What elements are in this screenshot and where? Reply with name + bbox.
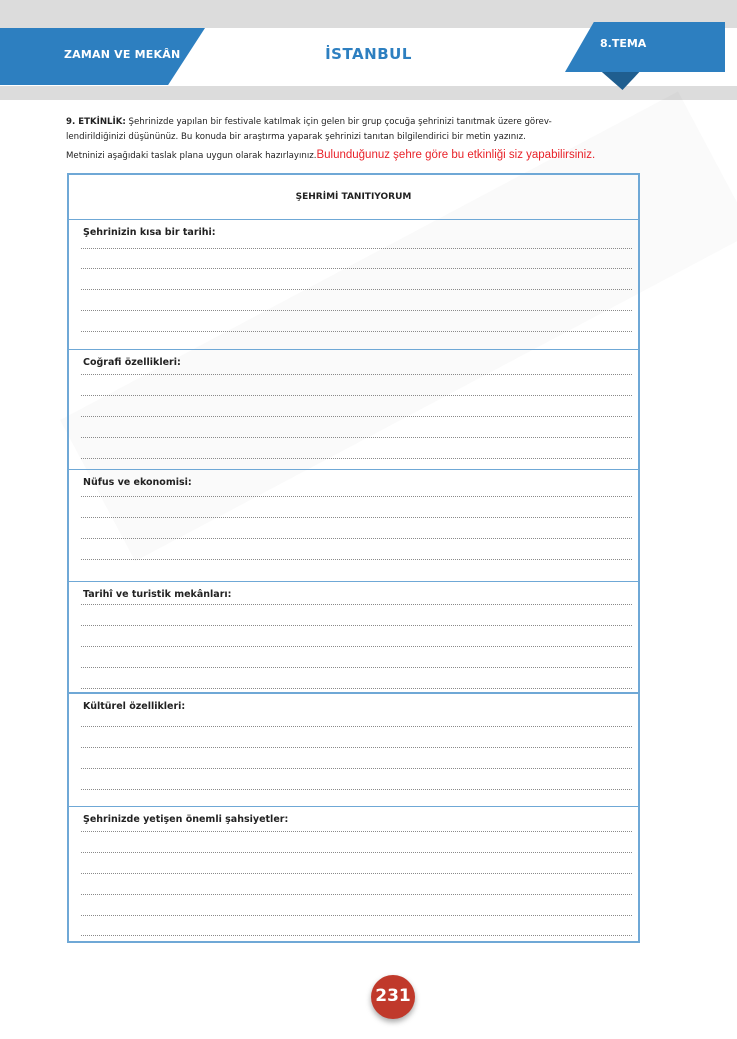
section-label: Kültürel özellikleri: — [83, 701, 186, 712]
writing-line[interactable] — [81, 747, 632, 748]
writing-line[interactable] — [81, 437, 632, 438]
section-historical-places — [69, 581, 638, 692]
section-geography — [69, 349, 638, 469]
plan-table — [67, 173, 640, 943]
writing-line[interactable] — [81, 726, 632, 727]
section-label: Şehrinizin kısa bir tarihi: — [83, 227, 216, 238]
theme-tag-label: 8.TEMA — [600, 37, 647, 50]
writing-line[interactable] — [81, 852, 632, 853]
section-culture — [69, 692, 638, 806]
activity-instructions — [66, 115, 666, 165]
writing-line[interactable] — [81, 604, 632, 605]
section-history — [69, 220, 638, 349]
activity-label: 9. ETKİNLİK: — [66, 117, 126, 127]
writing-line[interactable] — [81, 688, 632, 689]
writing-line[interactable] — [81, 248, 632, 249]
writing-line[interactable] — [81, 667, 632, 668]
writing-line[interactable] — [81, 646, 632, 647]
teacher-note: Bulunduğunuz şehre göre bu etkinliği siz yapabilirsiniz. — [316, 149, 596, 162]
writing-line[interactable] — [81, 496, 632, 497]
instruction-text-1: Şehrinizde yapılan bir festivale katılmak için gelen bir grup çocuğa şehrinizi tanıtmak üzere görev- — [125, 117, 552, 127]
table-title: ŞEHRİMİ TANITIYORUM — [69, 175, 638, 220]
writing-line[interactable] — [81, 289, 632, 290]
section-population-economy — [69, 469, 638, 581]
writing-line[interactable] — [81, 789, 632, 790]
writing-line[interactable] — [81, 268, 632, 269]
writing-line[interactable] — [81, 559, 632, 560]
instruction-text-3: Metninizi aşağıdaki taslak plana uygun olarak hazırlayınız. — [66, 151, 317, 162]
section-label: Nüfus ve ekonomisi: — [83, 477, 192, 488]
writing-line[interactable] — [81, 625, 632, 626]
writing-line[interactable] — [81, 331, 632, 332]
writing-line[interactable] — [81, 517, 632, 518]
writing-line[interactable] — [81, 768, 632, 769]
instruction-line-1 — [66, 115, 666, 130]
writing-line[interactable] — [81, 831, 632, 832]
section-notable-people — [69, 806, 638, 941]
writing-line[interactable] — [81, 538, 632, 539]
writing-line[interactable] — [81, 416, 632, 417]
page-number-badge: 231 — [371, 975, 415, 1019]
instruction-line-2: lendirildiğinizi düşününüz. Bu konuda bir araştırma yaparak şehrinizi tanıtan bilgilendirici bir metin yazınız. — [66, 132, 526, 143]
writing-line[interactable] — [81, 374, 632, 375]
section-label: Coğrafi özellikleri: — [83, 357, 181, 368]
section-label: Tarihî ve turistik mekânları: — [83, 589, 232, 600]
writing-line[interactable] — [81, 458, 632, 459]
writing-line[interactable] — [81, 873, 632, 874]
instruction-line-3 — [66, 145, 666, 165]
section-label: Şehrinizde yetişen önemli şahsiyetler: — [83, 814, 289, 825]
writing-line[interactable] — [81, 310, 632, 311]
page-title: İSTANBUL — [325, 45, 412, 63]
writing-line[interactable] — [81, 395, 632, 396]
writing-line[interactable] — [81, 894, 632, 895]
writing-line[interactable] — [81, 935, 632, 936]
unit-label: ZAMAN VE MEKÂN — [64, 48, 181, 61]
writing-line[interactable] — [81, 915, 632, 916]
